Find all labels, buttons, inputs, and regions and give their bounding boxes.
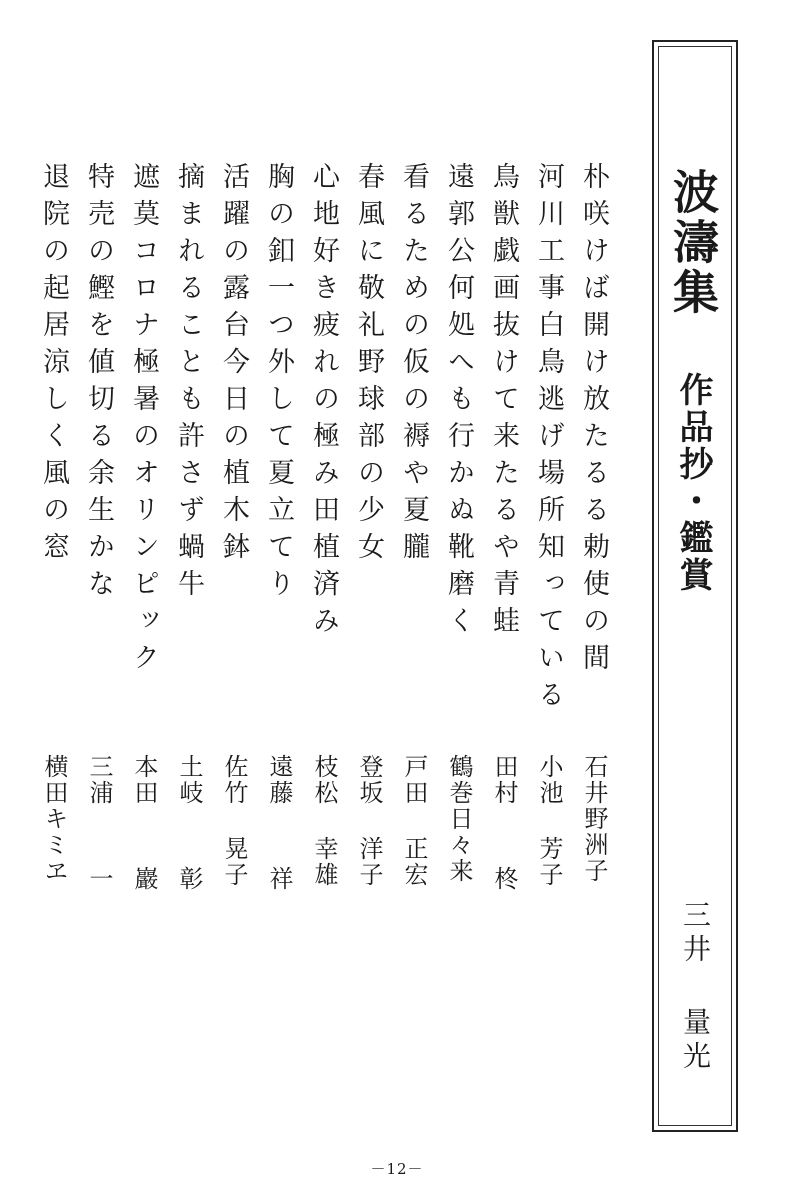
poet-name: 戸田 正宏 [400,754,428,888]
haiku-entry [34,162,78,884]
poet-name: 三浦 一 [85,754,113,892]
haiku-entry [439,162,483,884]
poet-name: 土岐 彰 [175,754,203,892]
poet-name: 石井野洲子 [580,754,608,884]
poet-name: 遠藤 祥 [265,754,293,892]
haiku-entry [304,162,348,888]
haiku-text: 春風に敬礼野球部の少女 [353,162,384,569]
section-subtitle: 作品抄・鑑賞 [673,372,713,594]
haiku-entry [214,162,258,888]
poet-name: 登坂 洋子 [355,754,383,888]
poet-name: 枝松 幸雄 [310,754,338,888]
haiku-entry [529,162,573,888]
poet-name: 本田 巖 [130,754,158,892]
haiku-entry [394,162,438,888]
haiku-text: 退院の起居涼しく風の窓 [38,162,69,569]
haiku-text: 胸の釦一つ外して夏立てり [263,162,294,606]
haiku-text: 心地好き疲れの極み田植済み [308,162,339,643]
haiku-text: 遠郭公何処へも行かぬ靴磨く [443,162,474,643]
haiku-text: 河川工事白鳥逃げ場所知っている [533,162,564,717]
haiku-entry [79,162,123,892]
haiku-entry [574,162,618,884]
poet-name: 田村 柊 [490,754,518,892]
poet-name: 横田キミヱ [40,754,68,884]
poet-name: 鶴巻日々来 [445,754,473,884]
poet-name: 小池 芳子 [535,754,563,888]
haiku-text: 鳥獣戯画抜けて来たるや青蛙 [488,162,519,643]
author-name: 三井 量光 [679,900,712,1075]
haiku-text: 看るための仮の褥や夏朧 [398,162,429,569]
haiku-entry [484,162,528,892]
page-number: －12－ [370,1160,424,1178]
haiku-entry [124,162,168,892]
poet-name: 佐竹 晃子 [220,754,248,888]
haiku-entry [259,162,303,892]
haiku-text: 特売の鰹を値切る余生かな [83,162,114,606]
series-title: 波濤集 [666,168,720,318]
haiku-text: 活躍の露台今日の植木鉢 [218,162,249,569]
haiku-text: 摘まれることも許さず蝸牛 [173,162,204,606]
haiku-text: 朴咲けば開け放たるる勅使の間 [578,162,609,680]
haiku-entry [349,162,393,888]
haiku-entry [169,162,213,892]
haiku-text: 遮莫コロナ極暑のオリンピック [128,162,159,680]
